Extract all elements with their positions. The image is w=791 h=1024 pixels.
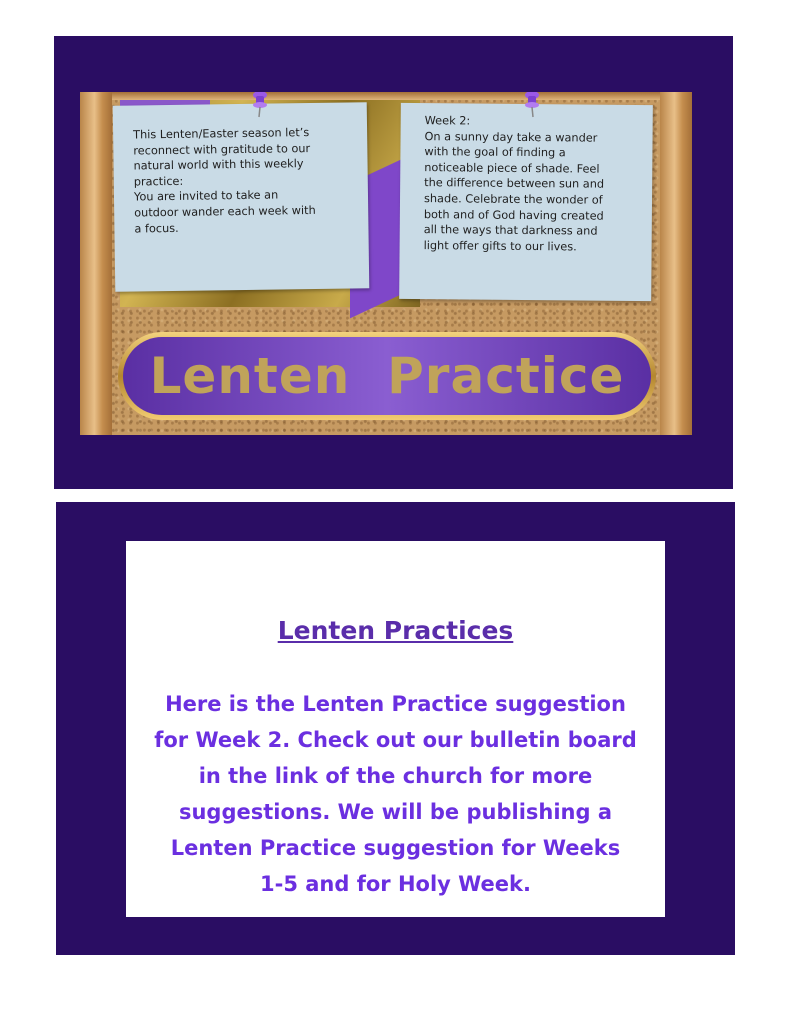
pushpin-icon — [524, 92, 540, 118]
sign-text: Lenten Practice — [149, 347, 625, 405]
note-intro-text: This Lenten/Easter season let’s reconnect with gratitude to our natural world with this weekly practice: You are invited to take an outdoor wander each week with a focus. — [133, 126, 316, 236]
board-frame-right — [660, 92, 692, 435]
note-week-2-text: Week 2: On a sunny day take a wander with the goal of finding a noticeable piece of shade. Feel the difference between sun and shade. Celebrate the wonder of both and of God having created all the ways that darkness and light offer gifts to our lives. — [423, 114, 605, 254]
bulletin-board-panel — [54, 36, 733, 489]
note-intro — [113, 102, 370, 292]
note-week-2 — [399, 103, 653, 301]
board-frame-left — [80, 92, 112, 435]
sign-plate — [123, 337, 651, 415]
announcement-body: Here is the Lenten Practice suggestion for Week 2. Check out our bulletin board in the link of the church for more suggestions. We will be publishing a Lenten Practice suggestion for Weeks 1-5 and for Holy Week. — [154, 692, 637, 896]
lenten-practice-sign — [118, 332, 656, 420]
board-frame-top — [80, 92, 692, 100]
announcement-panel — [56, 502, 735, 955]
announcement-title: Lenten Practices — [277, 616, 514, 645]
bulletin-board-photo — [80, 92, 692, 435]
announcement-card — [126, 541, 665, 917]
pushpin-icon — [252, 92, 268, 118]
